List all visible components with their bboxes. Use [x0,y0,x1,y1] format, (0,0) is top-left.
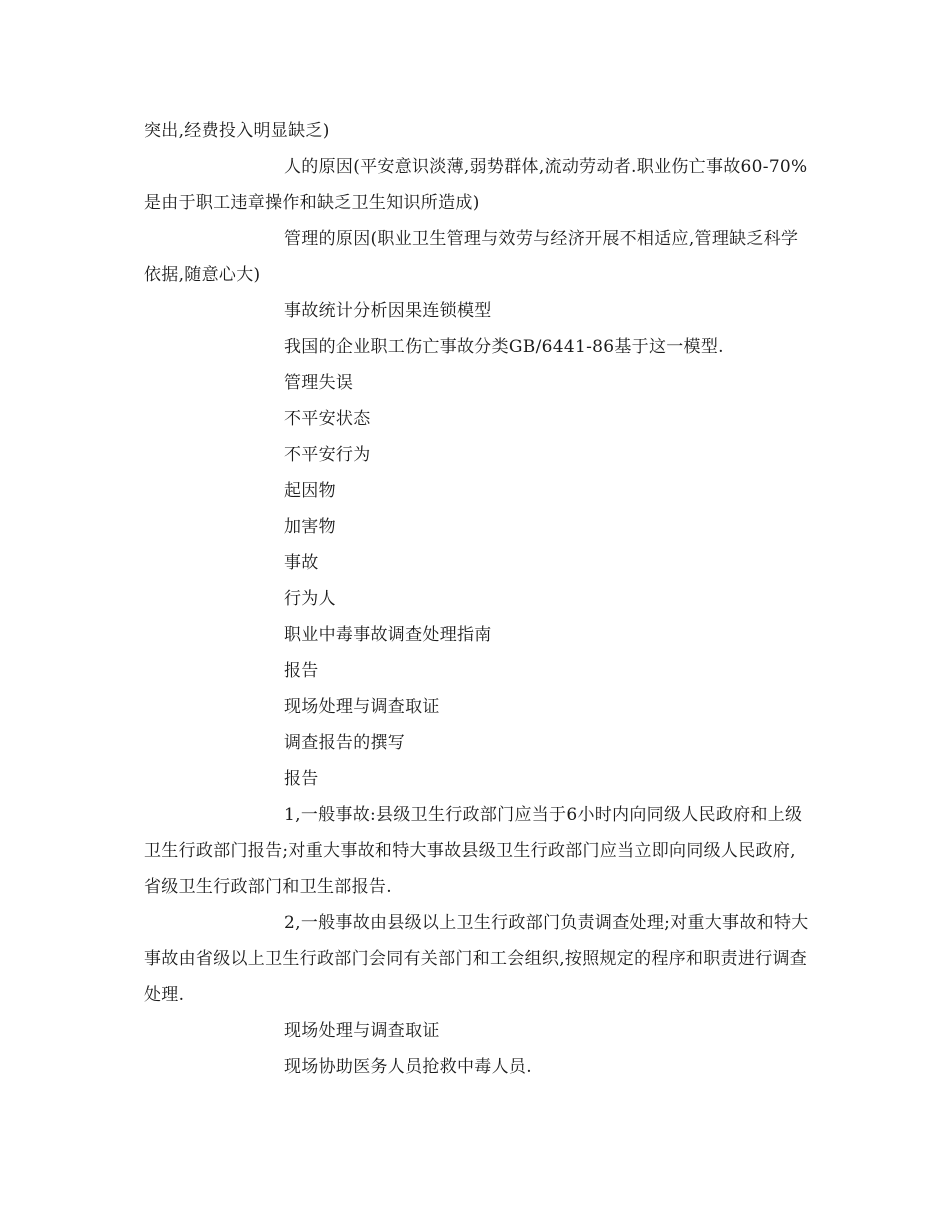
document-body [144,113,810,1085]
list-item: 不平安状态 [284,409,371,429]
list-item: 加害物 [284,517,336,537]
list-item: 调查报告的撰写 [284,733,406,753]
paragraph: 2,一般事故由县级以上卫生行政部门负责调查处理;对重大事故和特大事故由省级以上卫生行政部门会同有关部门和工会组织,按照规定的程序和职责进行调查处理. [144,913,809,1005]
list-item: 行为人 [284,589,336,609]
paragraph: 事故统计分析因果连锁模型 [284,301,492,321]
paragraph: 人的原因(平安意识淡薄,弱势群体,流动劳动者.职业伤亡事故60-70%是由于职工违章操作和缺乏卫生知识所造成) [144,157,808,213]
section-heading: 报告 [284,769,319,789]
section-heading: 职业中毒事故调查处理指南 [284,625,492,645]
list-item: 起因物 [284,481,336,501]
paragraph: 1,一般事故:县级卫生行政部门应当于6小时内向同级人民政府和上级卫生行政部门报告;对重大事故和特大事故县级卫生行政部门应当立即向同级人民政府,省级卫生行政部门和卫生部报告. [144,805,803,897]
paragraph: 我国的企业职工伤亡事故分类GB/6441-86基于这一模型. [284,337,724,357]
list-item: 不平安行为 [284,445,371,465]
paragraph: 突出,经费投入明显缺乏) [144,121,330,141]
list-item: 事故 [284,553,319,573]
list-item: 现场处理与调查取证 [284,697,440,717]
paragraph: 现场协助医务人员抢救中毒人员. [284,1057,532,1077]
paragraph: 管理的原因(职业卫生管理与效劳与经济开展不相适应,管理缺乏科学依据,随意心大) [144,229,799,285]
section-heading: 现场处理与调查取证 [284,1021,440,1041]
list-item: 管理失误 [284,373,354,393]
list-item: 报告 [284,661,319,681]
